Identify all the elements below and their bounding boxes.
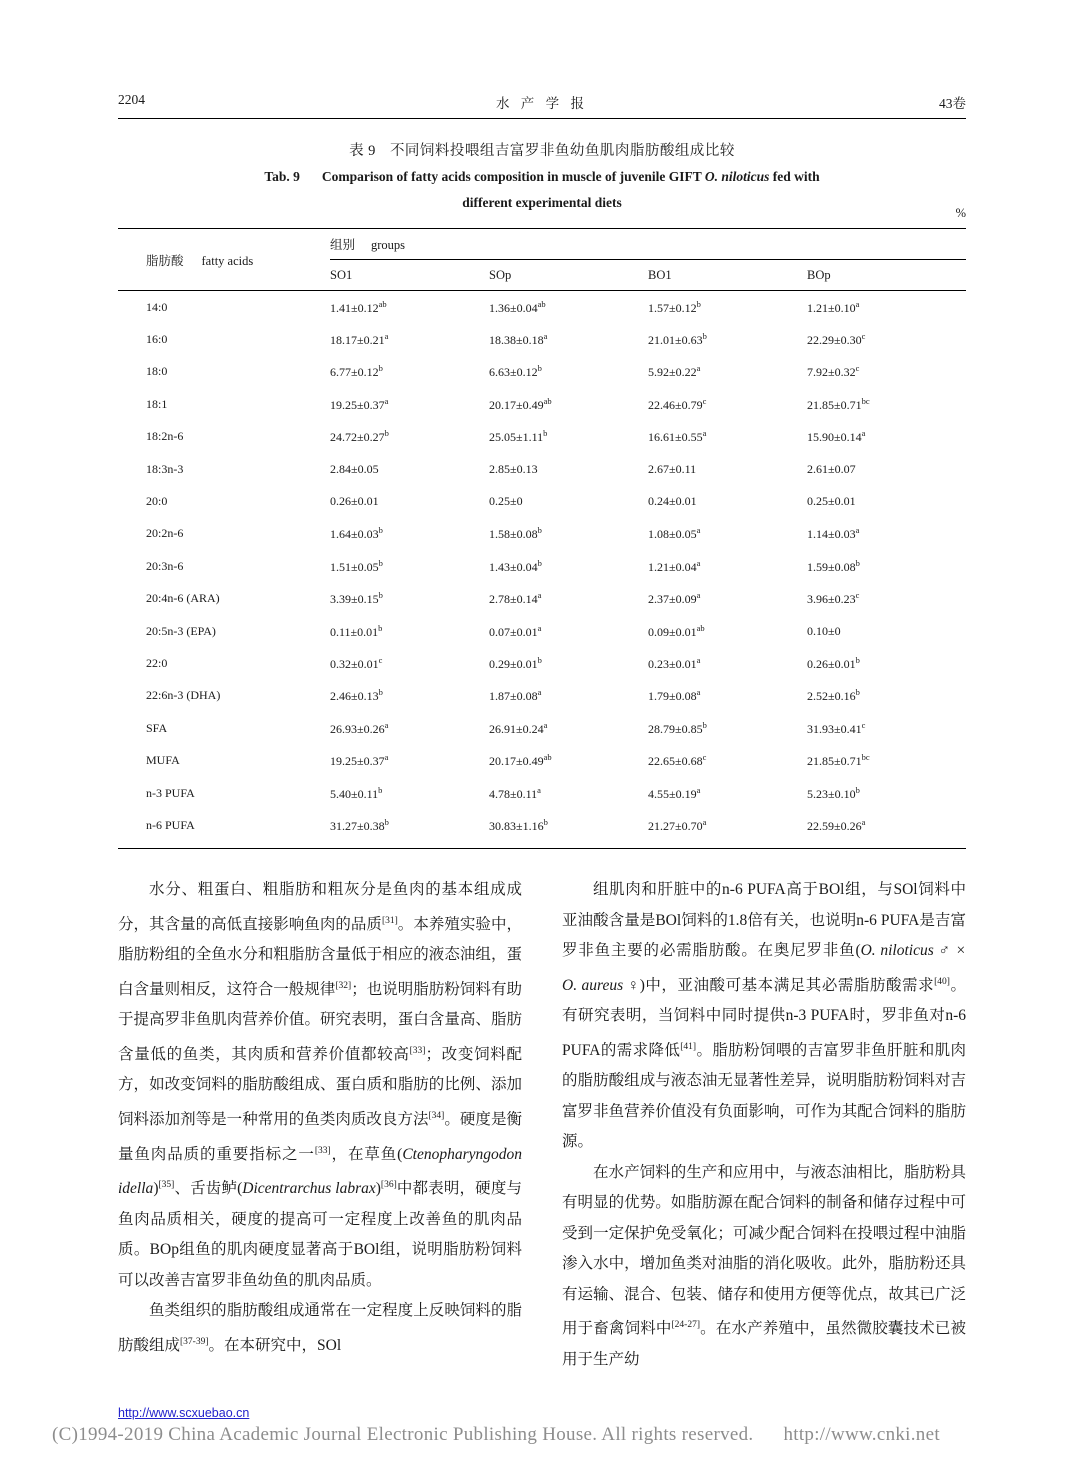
significance-marker: b (696, 298, 701, 309)
table-cell: 0.26±0.01 (330, 494, 379, 509)
table-cell: 0.32±0.01$^c$ (330, 654, 383, 671)
table-caption (118, 138, 966, 216)
table-cell: 2.67±0.11 (648, 461, 697, 476)
significance-marker: b (702, 719, 707, 730)
significance-marker: a (702, 816, 707, 827)
body-column-left (118, 875, 522, 1362)
fatty-acid-name: 22:0 (146, 655, 168, 670)
column-header-bo1: BO1 (648, 267, 672, 282)
significance-marker: a (384, 331, 389, 342)
table-row (118, 809, 966, 848)
significance-marker: a (537, 687, 542, 698)
fatty-acid-name: 20:2n-6 (146, 526, 184, 541)
table-cell: 1.64±0.03$^b$ (330, 525, 383, 542)
table-cell: 22.46±0.79$^c$ (648, 395, 707, 412)
table-cell: 2.52±0.16$^b$ (807, 687, 860, 704)
significance-marker: b (378, 784, 383, 795)
reference-marker: [32] (335, 980, 352, 991)
reference-marker: [34] (428, 1110, 445, 1121)
table-cell: 4.78±0.11$^a$ (489, 784, 541, 801)
significance-marker: b (855, 654, 860, 665)
fatty-acid-name: 20:4n-6 (ARA) (146, 591, 220, 606)
significance-marker: c (861, 331, 866, 342)
reference-marker: [31] (381, 915, 398, 926)
significance-marker: a (384, 752, 389, 763)
table-cell: 2.46±0.13$^b$ (330, 687, 383, 704)
significance-marker: c (702, 752, 707, 763)
significance-marker: a (543, 331, 548, 342)
paragraph-right-2: 在水产饲料的生产和应用中，与液态油相比，脂肪粉具有明显的优势。如脂肪源在配合饲料的制备和储存过程中可受到一定保护免受氧化；可减少配合饲料在投喂过程中油脂渗入水中，增加鱼类对油脂的消化吸收。此外，脂肪粉还具有运输、混合、包装、储存和使用方便等优点，故其已广泛用于畜禽饲料中[24-27]。在水产养殖中，虽然微胶囊技术已被用于生产幼 (562, 1163, 966, 1368)
table-cell: 1.51±0.05$^b$ (330, 557, 383, 574)
table-cell: 1.14±0.03$^a$ (807, 525, 860, 542)
table-cell: 21.01±0.63$^b$ (648, 331, 707, 348)
group-header-en: groups (371, 238, 406, 252)
body-column-right (562, 875, 966, 1375)
significance-marker: b (384, 816, 389, 827)
table-cell: 26.93±0.26$^a$ (330, 719, 389, 736)
volume-label: 43卷 (939, 96, 966, 111)
copyright-notice (52, 1424, 1032, 1446)
table-cell: 1.21±0.04$^a$ (648, 557, 701, 574)
table-cell: 18.17±0.21$^a$ (330, 331, 389, 348)
significance-marker: a (537, 784, 541, 795)
table-cell: 3.39±0.15$^b$ (330, 590, 383, 607)
fatty-acid-name: MUFA (146, 753, 180, 768)
significance-marker: b (378, 622, 383, 633)
table-cell: 15.90±0.14$^a$ (807, 428, 866, 445)
fatty-acid-name: 16:0 (146, 332, 168, 347)
significance-marker: a (696, 784, 701, 795)
caption-en-text-a: Comparison of fatty acids composition in muscle of juvenile GIFT (321, 169, 705, 184)
table-row (118, 583, 966, 615)
paragraph-right-1: 组肌肉和肝脏中的n-6 PUFA高于BOl组，与SOl饲料中亚油酸含量是BOl饲料的1.8倍有关，也说明n-6 PUFA是吉富罗非鱼主要的必需脂肪酸。在奥尼罗非鱼(O. niloticus ♂ × O. aureus ♀)中，亚油酸可基本满足其必需脂肪酸需求[40]。有研究表明，当饲料中同时提供n-3 PUFA时，罗非鱼对n-6 PUFA的需求降低[41]。脂肪粉饲喂的吉富罗非鱼肝脏和肌肉的脂肪酸组成与液态油无显著性差异，说明脂肪粉饲料对吉富罗非鱼营养价值没有负面影响，可作为其配合饲料的脂肪源。 (562, 881, 966, 1151)
significance-marker: b (378, 557, 383, 568)
table-cell: 1.36±0.04$^{ab}$ (489, 291, 648, 324)
significance-marker: bc (861, 752, 870, 763)
table-cell: 24.72±0.27$^b$ (330, 428, 389, 445)
significance-marker: a (696, 590, 701, 601)
table-cell: 1.87±0.08$^a$ (489, 687, 542, 704)
significance-marker: b (855, 784, 860, 795)
fatty-acid-name: 20:0 (146, 494, 168, 509)
table-row (118, 744, 966, 776)
significance-marker: a (696, 687, 701, 698)
table-cell: 0.25±0 (489, 494, 523, 509)
fatty-acid-name: n-3 PUFA (146, 785, 195, 800)
significance-marker: b (537, 363, 542, 374)
significance-marker: c (855, 363, 860, 374)
table-row (118, 615, 966, 647)
table-row (118, 518, 966, 550)
caption-english-line2: different experimental diets (462, 195, 622, 210)
table-cell: 18.38±0.18$^a$ (489, 331, 548, 348)
paragraph-left-2: 鱼类组织的脂肪酸组成通常在一定程度上反映饲料的脂肪酸组成[37-39]。在本研究中，SOl (118, 1302, 522, 1355)
table-cell: 4.55±0.19$^a$ (648, 784, 701, 801)
fatty-acid-table (118, 228, 966, 849)
table-cell: 7.92±0.32$^c$ (807, 363, 860, 380)
significance-marker: a (702, 428, 707, 439)
significance-marker: b (855, 687, 860, 698)
group-header-cell (330, 229, 966, 260)
significance-marker: a (861, 816, 866, 827)
fatty-acid-name: 20:5n-3 (EPA) (146, 623, 216, 638)
table-cell: 0.07±0.01$^a$ (489, 622, 542, 639)
running-head (118, 92, 966, 119)
paragraph-left-1: 水分、粗蛋白、粗脂肪和粗灰分是鱼肉的基本组成成分，其含量的高低直接影响鱼肉的品质[31]。本养殖实验中，脂肪粉组的全鱼水分和粗脂肪含量低于相应的液态油组，蛋白含量则相反，这符合一般规律[32]；也说明脂肪粉饲料有助于提高罗非鱼肌肉营养价值。研究表明，蛋白含量高、脂肪含量低的鱼类，其肉质和营养价值都较高[33]；改变饲料配方，如改变饲料的脂肪酸组成、蛋白质和脂肪的比例、添加饲料添加剂等是一种常用的鱼类肉质改良方法[34]。硬度是衡量鱼肉品质的重要指标之一[33]，在草鱼(Ctenopharyngodon idella)[35]、舌齿鲈(Dicentrarchus labrax)[36]中都表明，硬度与鱼肉品质相关，硬度的提高可一定程度上改善鱼的肌肉品质。BOp组鱼的肌肉硬度显著高于BOl组，说明脂肪粉饲料可以改善吉富罗非鱼幼鱼的肌肉品质。 (118, 881, 522, 1289)
column-header-sop: SOp (489, 267, 512, 282)
reference-marker: [35] (158, 1180, 175, 1191)
table-cell: 1.21±0.10$^a$ (807, 291, 966, 324)
copyright-text: (C)1994-2019 China Academic Journal Electronic Publishing House. All rights reserved. (52, 1424, 754, 1445)
significance-marker: ab (696, 622, 705, 633)
significance-marker: bc (861, 395, 870, 406)
table-row (118, 356, 966, 388)
significance-marker: b (855, 557, 860, 568)
table-cell: 31.93±0.41$^c$ (807, 719, 866, 736)
table-cell: 1.08±0.05$^a$ (648, 525, 701, 542)
table-unit-label: % (955, 206, 966, 220)
table-cell: 19.25±0.37$^a$ (330, 752, 389, 769)
table-cell: 0.24±0.01 (648, 494, 697, 509)
table-cell: 26.91±0.24$^a$ (489, 719, 548, 736)
significance-marker: b (537, 525, 542, 536)
significance-marker: b (537, 557, 542, 568)
significance-marker: a (861, 428, 866, 439)
fatty-acid-name: 18:2n-6 (146, 429, 184, 444)
significance-marker: a (384, 395, 389, 406)
table-cell: 20.17±0.49$^{ab}$ (489, 752, 552, 769)
caption-cn-label: 表 9 (349, 143, 376, 159)
fatty-acid-name: 22:6n-3 (DHA) (146, 688, 221, 703)
table-cell: 21.85±0.71$^{bc}$ (807, 752, 870, 769)
table-body (118, 291, 966, 849)
significance-marker: a (696, 363, 701, 374)
table-cell: 22.65±0.68$^c$ (648, 752, 707, 769)
caption-en-text-b: fed with (769, 169, 820, 184)
significance-marker: a (696, 654, 701, 665)
table-cell: 20.17±0.49$^{ab}$ (489, 395, 552, 412)
fatty-acid-name: 14:0 (118, 291, 330, 324)
significance-marker: b (378, 687, 383, 698)
table-cell: 19.25±0.37$^a$ (330, 395, 389, 412)
column-header-bop: BOp (807, 267, 831, 282)
significance-marker: a (543, 719, 548, 730)
table-row (118, 680, 966, 712)
significance-marker: c (378, 654, 383, 665)
table-row (118, 712, 966, 744)
table-row (118, 291, 966, 324)
table-cell: 1.43±0.04$^b$ (489, 557, 542, 574)
species-name: Dicentrarchus labrax (242, 1180, 376, 1198)
significance-marker: a (696, 557, 701, 568)
significance-marker: ab (537, 298, 546, 309)
significance-marker: b (543, 816, 548, 827)
table-cell: 2.78±0.14$^a$ (489, 590, 542, 607)
table-cell: 0.23±0.01$^a$ (648, 654, 701, 671)
table-cell: 0.26±0.01$^b$ (807, 654, 860, 671)
fatty-acid-name: SFA (146, 720, 168, 735)
significance-marker: a (537, 590, 542, 601)
significance-marker: c (855, 590, 860, 601)
significance-marker: ab (378, 298, 387, 309)
caption-english-line1 (118, 164, 966, 190)
significance-marker: c (861, 719, 866, 730)
reference-marker: [40] (934, 976, 950, 987)
table-top-rule (118, 229, 966, 260)
table-cell: 21.85±0.71$^{bc}$ (807, 395, 870, 412)
column-header-so1: SO1 (330, 267, 353, 282)
table-cell: 0.09±0.01$^{ab}$ (648, 622, 705, 639)
table-row (118, 323, 966, 355)
fatty-acid-name: n-6 PUFA (118, 809, 330, 848)
significance-marker: c (702, 395, 707, 406)
table-cell: 6.77±0.12$^b$ (330, 363, 383, 380)
significance-marker: b (543, 428, 548, 439)
table-cell: 3.96±0.23$^c$ (807, 590, 860, 607)
reference-marker: [33] (409, 1045, 426, 1056)
significance-marker: b (702, 331, 707, 342)
reference-marker: [37-39] (180, 1336, 209, 1347)
table-row (118, 777, 966, 809)
caption-cn-text: 不同饲料投喂组吉富罗非鱼幼鱼肌肉脂肪酸组成比较 (389, 143, 735, 159)
table-cell: 22.59±0.26$^a$ (807, 809, 966, 848)
row-header-cell (118, 229, 330, 291)
table-cell: 2.85±0.13 (489, 461, 538, 476)
table-cell: 2.61±0.07 (807, 461, 856, 476)
significance-marker: ab (543, 752, 552, 763)
table-cell: 30.83±1.16$^b$ (489, 809, 648, 848)
table-cell: 0.11±0.01$^b$ (330, 622, 383, 639)
table-row (118, 421, 966, 453)
reference-marker: [33] (314, 1145, 331, 1156)
fatty-acid-name: 18:0 (146, 364, 168, 379)
journal-url-link[interactable]: http://www.scxuebao.cn (118, 1406, 250, 1420)
significance-marker: b (378, 363, 383, 374)
table-cell: 5.92±0.22$^a$ (648, 363, 701, 380)
caption-en-label: Tab. 9 (264, 169, 300, 184)
table-cell: 6.63±0.12$^b$ (489, 363, 542, 380)
table-cell: 2.84±0.05 (330, 461, 379, 476)
significance-marker: b (537, 654, 542, 665)
reference-marker: [24-27] (671, 1320, 701, 1331)
significance-marker: a (855, 525, 860, 536)
table-cell: 1.59±0.08$^b$ (807, 557, 860, 574)
caption-chinese (118, 138, 966, 164)
fatty-acid-name: 18:3n-3 (146, 461, 184, 476)
significance-marker: a (696, 525, 701, 536)
significance-marker: a (855, 298, 860, 309)
significance-marker: a (537, 622, 542, 633)
page-number-left: 2204 (118, 92, 145, 107)
table-cell: 25.05±1.11$^b$ (489, 428, 548, 445)
table-cell: 5.23±0.10$^b$ (807, 784, 860, 801)
species-name: O. niloticus ♂ × O. aureus ♀ (562, 942, 966, 994)
table-cell: 2.37±0.09$^a$ (648, 590, 701, 607)
significance-marker: b (384, 428, 389, 439)
table-row (118, 485, 966, 517)
significance-marker: b (378, 590, 383, 601)
journal-name: 水 产 学 报 (495, 96, 589, 111)
table-cell: 0.25±0.01 (807, 494, 856, 509)
table-cell: 0.29±0.01$^b$ (489, 654, 542, 671)
table-row (118, 550, 966, 582)
table-cell: 16.61±0.55$^a$ (648, 428, 707, 445)
table-cell: 31.27±0.38$^b$ (330, 809, 489, 848)
table-row (118, 453, 966, 485)
reference-marker: [36] (380, 1180, 397, 1191)
table-head (118, 229, 966, 291)
cnki-url: http://www.cnki.net (783, 1424, 940, 1445)
table-cell: 22.29±0.30$^c$ (807, 331, 866, 348)
significance-marker: a (384, 719, 389, 730)
table-row (118, 388, 966, 420)
table-cell: 28.79±0.85$^b$ (648, 719, 707, 736)
row-header-cn: 脂肪酸 (146, 253, 184, 268)
species-name: Ctenopharyngodon idella (118, 1145, 522, 1198)
table-cell: 1.58±0.08$^b$ (489, 525, 542, 542)
fatty-acid-name: 20:3n-6 (146, 558, 184, 573)
table-cell: 1.41±0.12$^{ab}$ (330, 291, 489, 324)
reference-marker: [41] (680, 1041, 697, 1052)
table-cell: 21.27±0.70$^a$ (648, 809, 807, 848)
significance-marker: ab (543, 395, 552, 406)
row-header-en: fatty acids (201, 253, 254, 268)
group-header-cn: 组别 (330, 238, 356, 252)
species-name: O. niloticus (704, 169, 770, 184)
table-cell: 1.57±0.12$^b$ (648, 291, 807, 324)
fatty-acid-name: 18:1 (146, 396, 168, 411)
significance-marker: b (378, 525, 383, 536)
table-cell: 1.79±0.08$^a$ (648, 687, 701, 704)
table-cell: 5.40±0.11$^b$ (330, 784, 383, 801)
table-cell: 0.10±0 (807, 623, 841, 638)
table-row (118, 647, 966, 679)
